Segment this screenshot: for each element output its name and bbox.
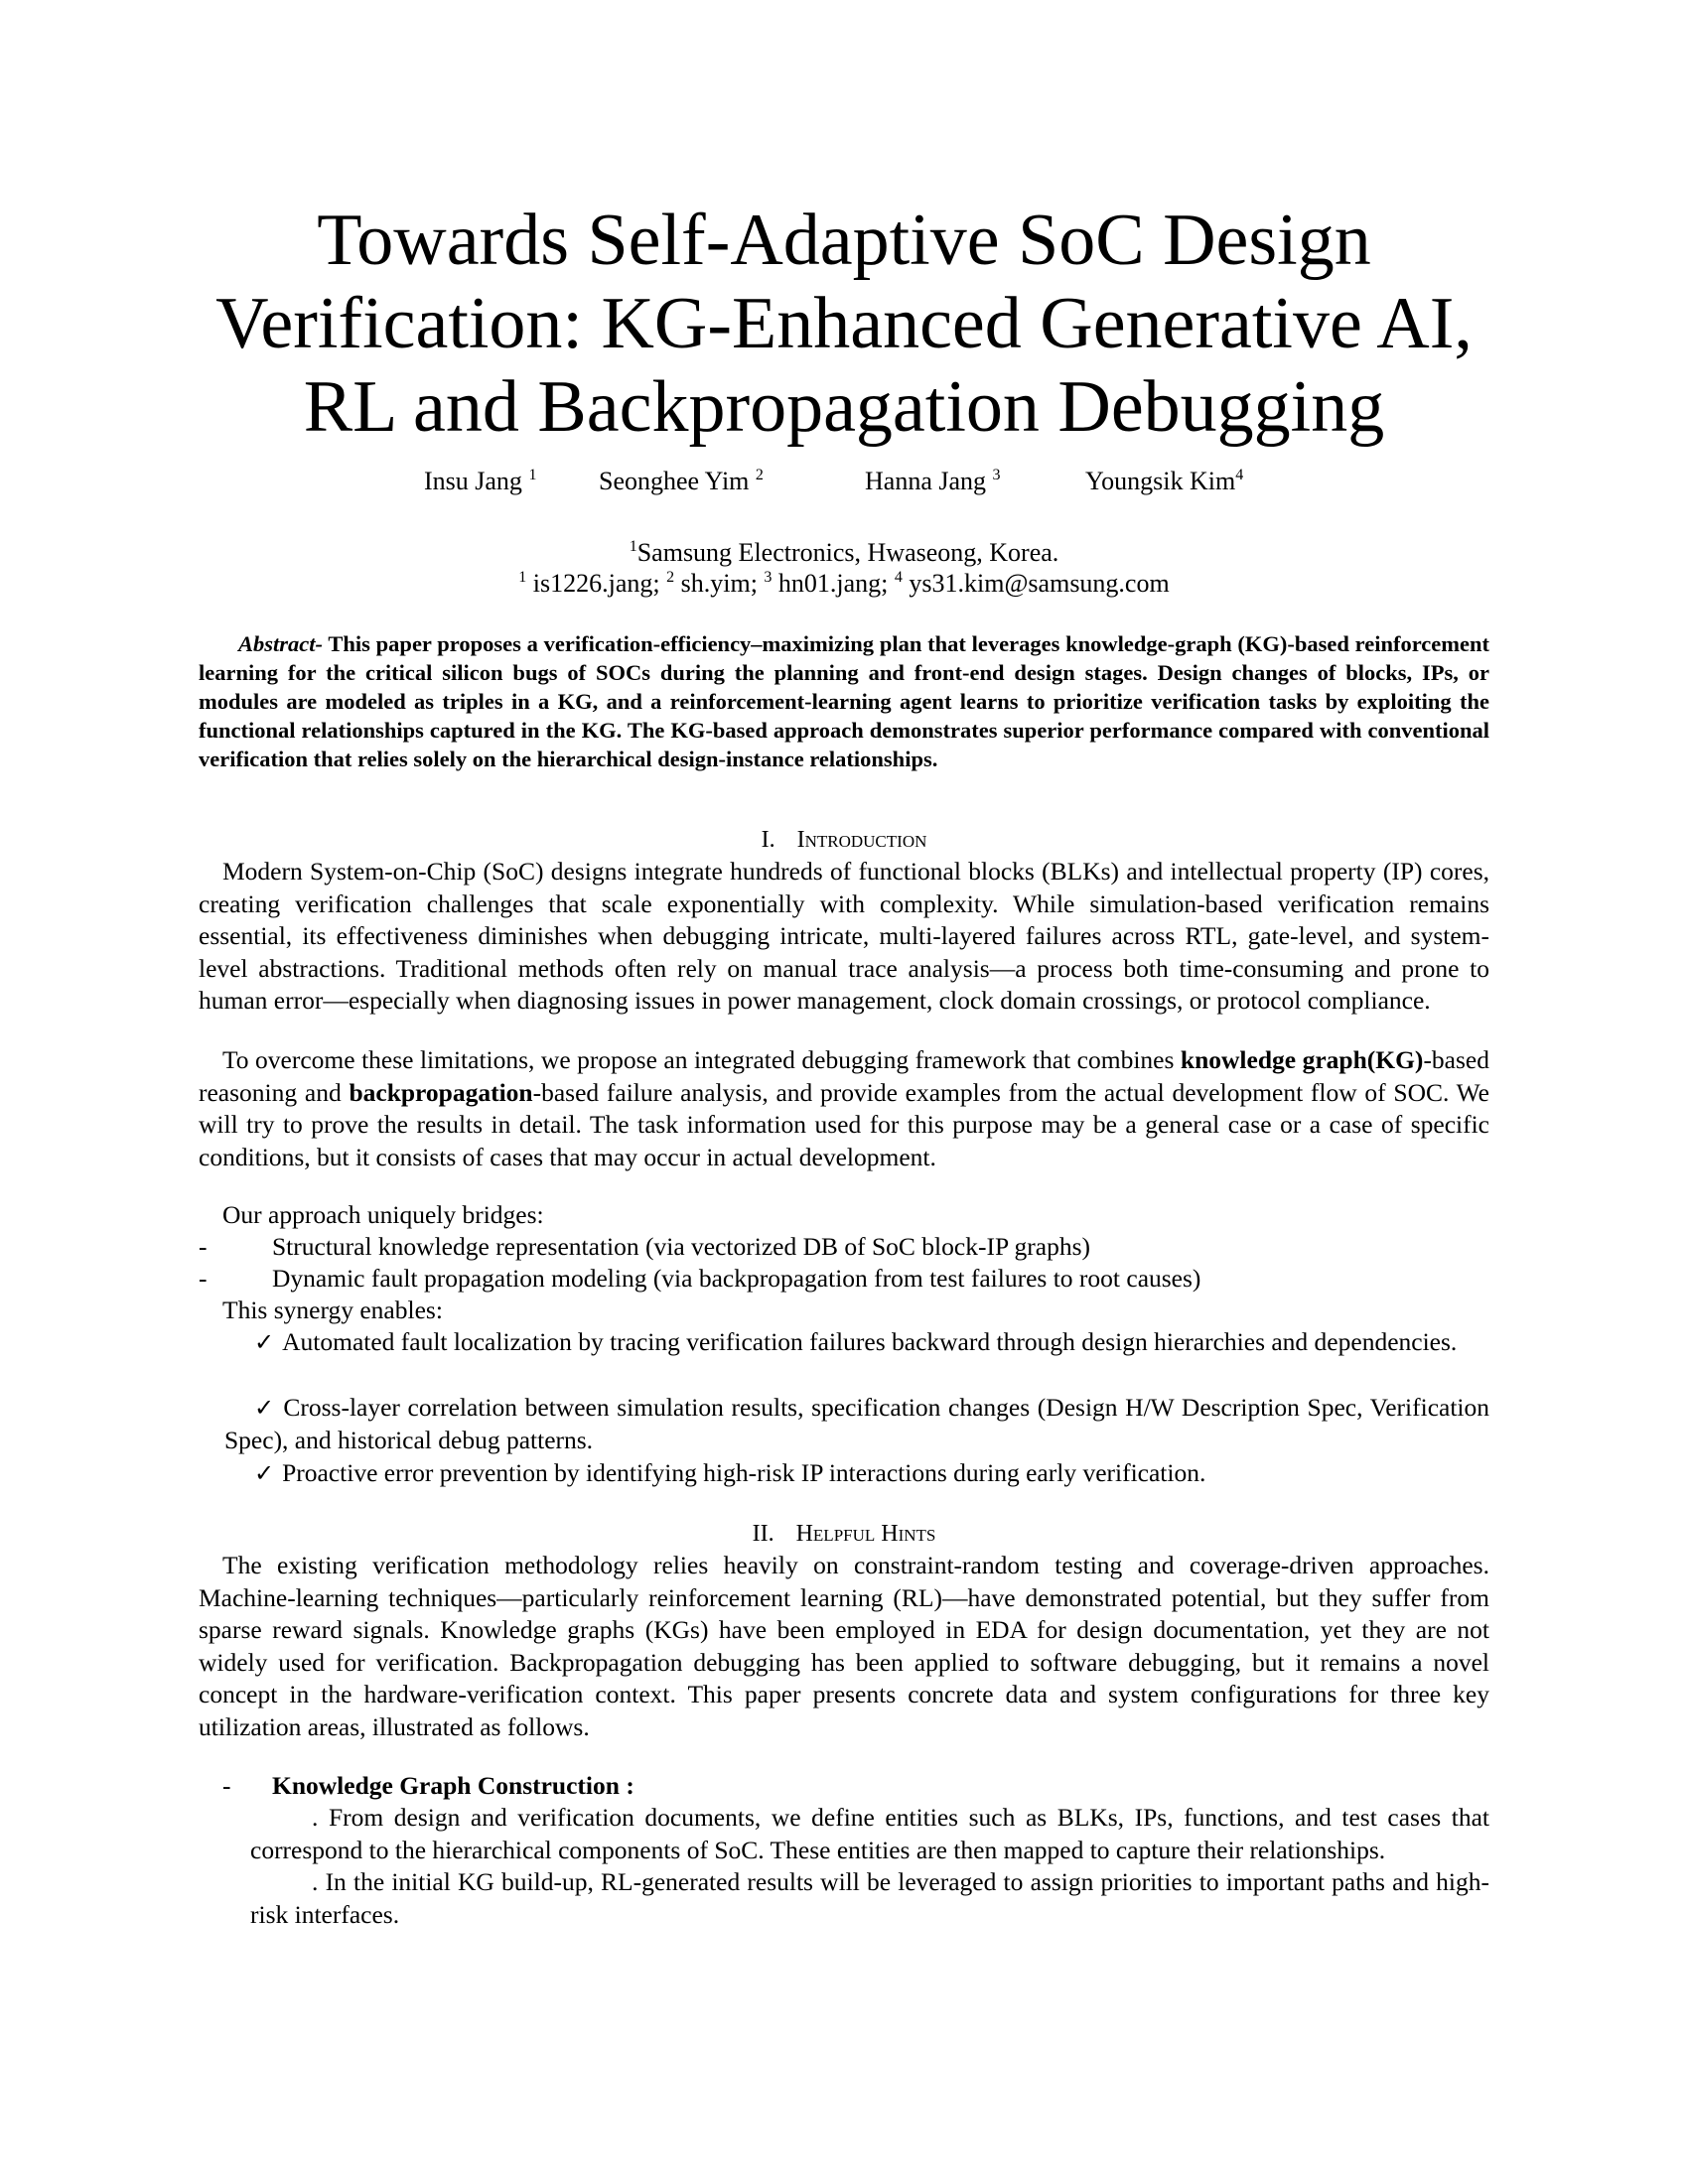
benefit-item-3: ✓ Proactive error prevention by identifying high-risk IP interactions during early verification. bbox=[254, 1458, 1206, 1487]
author-1: Insu Jang $^1$ bbox=[424, 467, 537, 495]
paper-page: Towards Self-Adaptive SoC Design Verification: KG-Enhanced Generative AI, RL and Backpropagation Debugging Insu Jang $^1$ Seonghee Yim $^2$ Hanna Jang $^3$ Youngsik Kim$^4$ $^1$Samsung Electronics, Hwaseong, Korea. $^1$ is1226.jang; $^2$ sh.yim; $^3$ hn01.jang; $^4$ ys31.kim@samsung.com Abstract- This paper proposes a verification-efficiency–maximizing plan that leverages knowledge-graph (KG)-based reinforcement learning for the critical silicon bugs of SOCs during the planning and front-end design stages. Design changes of blocks, IPs, or modules are modeled as triples in a KG, and a reinforcement-learning agent learns to prioritize verification tasks by exploiting the functional relationships captured in the KG. The KG-based approach demonstrates superior performance compared with conventional verification that relies solely on the hierarchical design-instance relationships. I. Introduction Modern System-on-Chip (SoC) designs integrate hundreds of functional blocks (BLKs) and intellectual property (IP) cores, creating verification challenges that scale exponentially with complexity. While simulation-based verification remains essential, its effectiveness diminishes when debugging intricate, multi-layered failures across RTL, gate-level, and system-level abstractions. Traditional methods often rely on manual trace analysis—a process both time-consuming and prone to human error—especially when diagnosing issues in power management, clock domain crossings, or protocol compliance. To overcome these limitations, we propose an integrated debugging framework that combines knowledge graph(KG)-based reasoning and backpropagation-based failure analysis, and provide examples from the actual development flow of SOC. We will try to prove the results in detail. The task information used for this purpose may be a general case or a case of specific conditions, but it consists of cases that may occur in actual development. Our approach uniquely bridges: - Structural knowledge representation (via vectorized DB of SoC block-IP graphs) - Dynamic fault propagation modeling (via backpropagation from test failures to root causes) This synergy enables: ✓ Automated fault localization by tracing verification failures backward through design hierarchies and dependencies. ✓ Cross-layer correlation between simulation results, specification changes (Design H/W Description Spec, Verification Spec), and historical debug patterns. ✓ Proactive error prevention by identifying high-risk IP interactions during early verification. II. Helpful Hints The existing verification methodology relies heavily on constraint-random testing and coverage-driven approaches. Machine-learning techniques—particularly reinforcement learning (RL)—have demonstrated potential, but they suffer from sparse reward signals. Knowledge graphs (KGs) have been employed in EDA for design documentation, yet they are not widely used for verification. Backpropagation debugging has been applied to software debugging, but it remains a novel concept in the hardware-verification context. This paper presents concrete data and system configurations for three key utilization areas, illustrated as follows. - Knowledge Graph Construction : . From design and verification documents, we define entities such as BLKs, IPs, functions, and test cases that correspond to the hierarchical components of SoC. These entities are then mapped to capture their relationships. . In the initial KG build-up, RL-generated results will be leveraged to assign priorities to important paths and high-risk interfaces. bbox=[0, 0, 1688, 2184]
author-3: Hanna Jang $^3$ bbox=[865, 467, 1001, 495]
paper-title: Towards Self-Adaptive SoC Design Verification: KG-Enhanced Generative AI, RL and Backpropagation Debugging bbox=[215, 200, 1473, 448]
benefit-item-1: ✓ Automated fault localization by tracing verification failures backward through design hierarchies and dependencies. bbox=[254, 1327, 1458, 1356]
checkmark-icon: ✓ bbox=[254, 1328, 275, 1356]
kg-construction-item-2: . In the initial KG build-up, RL-generated results will be leveraged to assign priorities to important paths and high-risk interfaces. bbox=[250, 1867, 1489, 1929]
bridges-intro: Our approach uniquely bridges: bbox=[222, 1200, 544, 1229]
section-heading-helpful-hints: II. Helpful Hints bbox=[752, 1521, 936, 1547]
intro-paragraph-1: Modern System-on-Chip (SoC) designs integrate hundreds of functional blocks (BLKs) and intellectual property (IP) cores, creating verification challenges that scale exponentially with complexity. While simulation-based verification remains essential, its effectiveness diminishes when debugging intricate, multi-layered failures across RTL, gate-level, and system-level abstractions. Traditional methods often rely on manual trace analysis—a process both time-consuming and prone to human error—especially when diagnosing issues in power management, clock domain crossings, or protocol compliance. bbox=[199, 857, 1489, 1015]
author-list bbox=[0, 467, 1688, 500]
author-4: Youngsik Kim$^4$ bbox=[1085, 467, 1244, 495]
abstract bbox=[199, 629, 1489, 773]
author-2: Seonghee Yim $^2$ bbox=[599, 467, 764, 495]
checkmark-icon: ✓ bbox=[254, 1459, 275, 1487]
kg-construction-item-1: . From design and verification documents, we define entities such as BLKs, IPs, functions, and test cases that correspond to the hierarchical components of SoC. These entities are then mapped to capture their relationships. bbox=[250, 1803, 1489, 1864]
synergy-intro: This synergy enables: bbox=[222, 1296, 443, 1324]
benefit-item-2: ✓ Cross-layer correlation between simulation results, specification changes (Design H/W Description Spec, Verification Spec), and historical debug patterns. bbox=[224, 1393, 1489, 1454]
checkmark-icon: ✓ bbox=[254, 1394, 276, 1422]
intro-paragraph-2: To overcome these limitations, we propose an integrated debugging framework that combines knowledge graph(KG)-based reasoning and backpropagation-based failure analysis, and provide examples from the actual development flow of SOC. We will try to prove the results in detail. The task information used for this purpose may be a general case or a case of specific conditions, but it consists of cases that may occur in actual development. bbox=[199, 1045, 1489, 1171]
author-emails: $^1$ is1226.jang; $^2$ sh.yim; $^3$ hn01.jang; $^4$ ys31.kim@samsung.com bbox=[518, 569, 1170, 598]
section-heading-introduction: I. Introduction bbox=[761, 827, 927, 853]
hints-paragraph-1: The existing verification methodology relies heavily on constraint-random testing and coverage-driven approaches. Machine-learning techniques—particularly reinforcement learning (RL)—have demonstrated potential, but they suffer from sparse reward signals. Knowledge graphs (KGs) have been employed in EDA for design documentation, yet they are not widely used for verification. Backpropagation debugging has been applied to software debugging, but it remains a novel concept in the hardware-verification context. This paper presents concrete data and system configurations for three key utilization areas, illustrated as follows. bbox=[199, 1551, 1489, 1741]
abstract-label: Abstract- bbox=[238, 631, 324, 656]
affiliation: $^1$Samsung Electronics, Hwaseong, Korea. bbox=[629, 538, 1059, 567]
abstract-text: This paper proposes a verification-efficiency–maximizing plan that leverages knowledge-graph (KG)-based reinforcement learning for the critical silicon bugs of SOCs during the planning and front-end design stages. Design changes of blocks, IPs, or modules are modeled as triples in a KG, and a reinforcement-learning agent learns to prioritize verification tasks by exploiting the functional relationships captured in the KG. The KG-based approach demonstrates superior performance compared with conventional verification that relies solely on the hierarchical design-instance relationships. bbox=[199, 631, 1489, 771]
